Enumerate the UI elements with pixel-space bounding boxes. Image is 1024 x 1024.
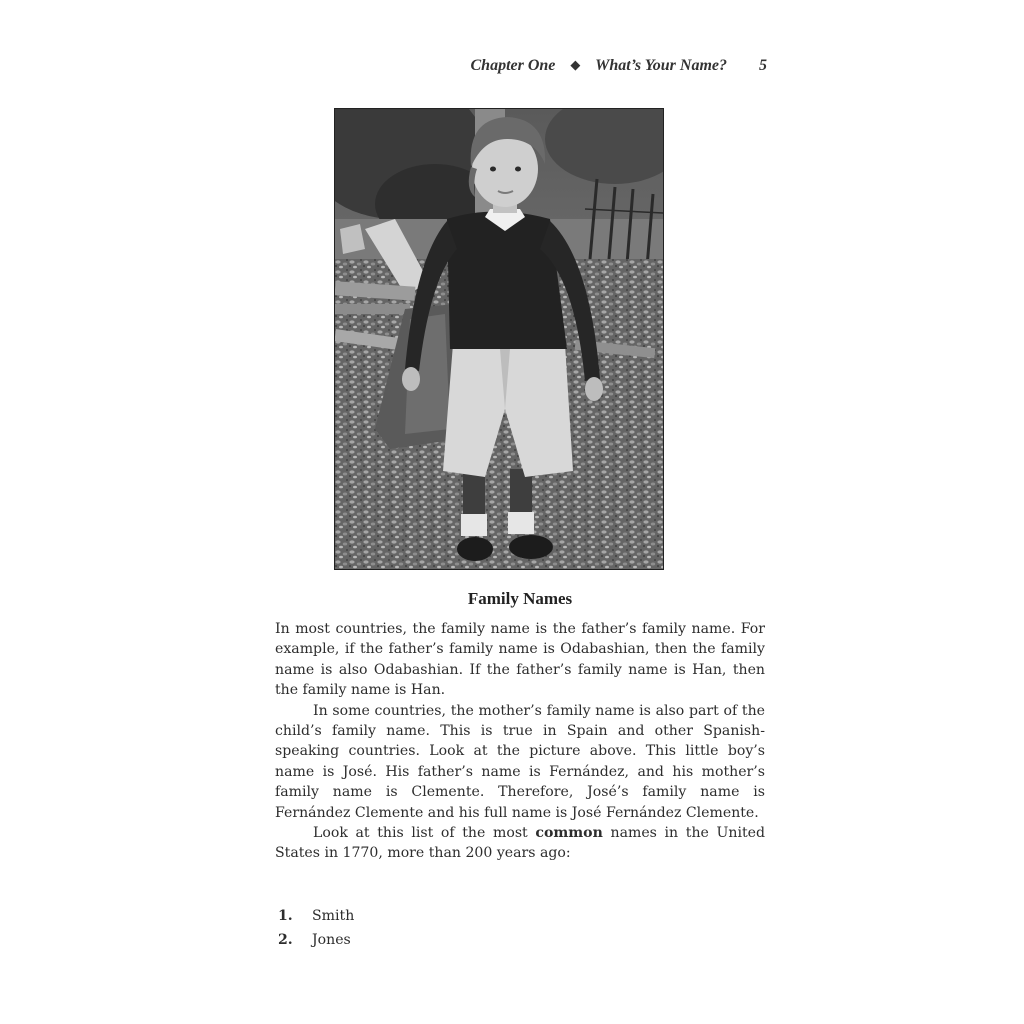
list-number: 2. xyxy=(278,932,293,948)
diamond-separator-icon: ◆ xyxy=(570,57,581,72)
paragraph-3 xyxy=(275,823,765,864)
list-item xyxy=(278,904,354,928)
boy-photograph xyxy=(334,108,664,570)
paragraph-3-tail: names in the United States in 1770, more than 200 years ago: xyxy=(275,825,765,862)
chapter-title: What’s Your Name? xyxy=(595,57,727,74)
paragraph-3-lead: Look at this list of the most xyxy=(313,825,536,842)
section-heading: Family Names xyxy=(467,589,573,608)
chapter-label: Chapter One xyxy=(470,57,556,74)
list-number: 1. xyxy=(278,908,293,924)
paragraph-1: In most countries, the family name is the father’s family name. For example, if the father’s family name is Odabashian, then the family name is also Odabashian. If the father’s family name is Han, then the family name is Han. xyxy=(275,621,765,699)
list-item xyxy=(278,928,354,952)
emphasized-word: common xyxy=(535,825,603,842)
page-number: 5 xyxy=(759,57,767,74)
list-name: Jones xyxy=(312,932,351,948)
list-name: Smith xyxy=(312,908,355,924)
common-names-list xyxy=(278,904,354,952)
running-head xyxy=(380,57,767,79)
paragraph-2: In some countries, the mother’s family name is also part of the child’s family name. This is true in Spain and other Spanish-speaking countries. Look at the picture above. This little boy’s name is José. His father’s name is Fernández, and his mother’s family name is Clemente. Therefore, José’s family name is Fernández Clemente and his full name is José Fernández Clemente. xyxy=(275,702,765,821)
body-text xyxy=(275,619,765,864)
